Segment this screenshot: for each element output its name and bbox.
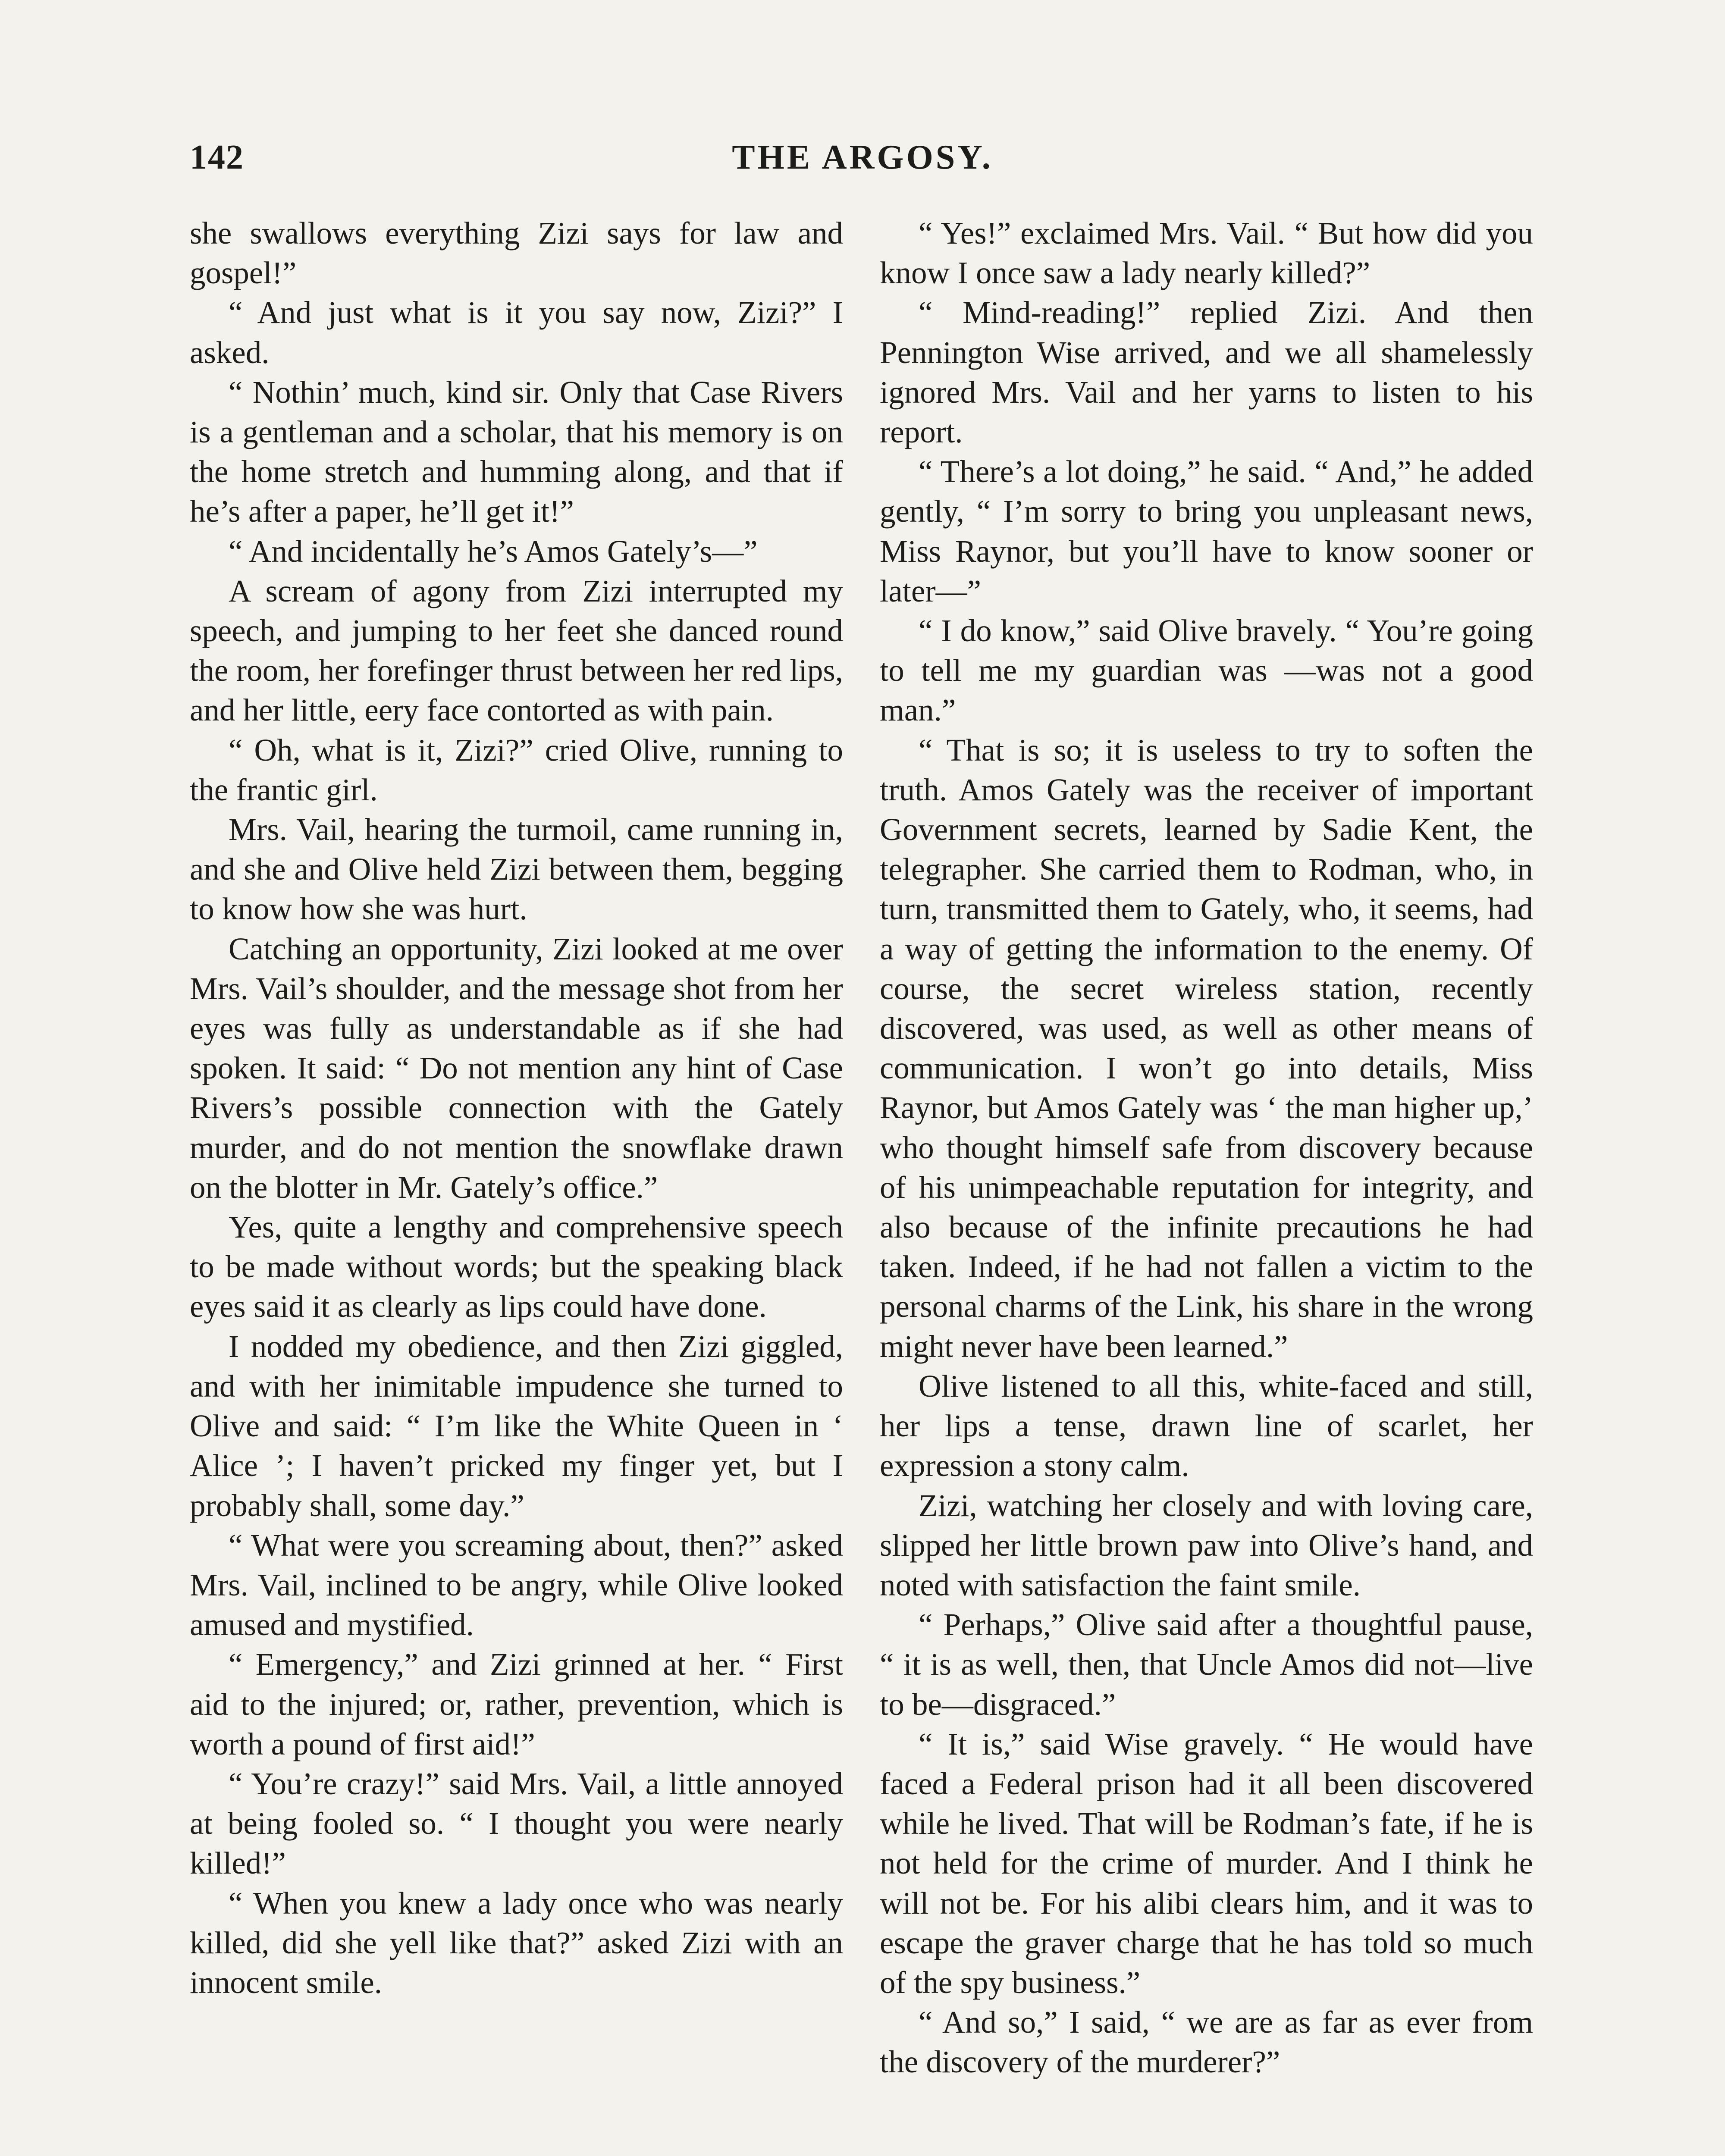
paragraph: “ It is,” said Wise gravely. “ He would have faced a Federal prison had it all been discovered while he lived. That will be Rodman’s fate, if he is not held for the crime of murder. And I think he will not be. For his alibi clears him, and it was to escape the graver charge that he has told so much of the spy business.” <box>880 1726 1533 2000</box>
paragraph: Yes, quite a lengthy and comprehensive speech to be made without words; but the speaking black eyes said it as clearly as lips could have done. <box>190 1210 843 1324</box>
paragraph: “ That is so; it is useless to try to soften the truth. Amos Gately was the receiver of important Government secrets, learned by Sadie Kent, the telegrapher. She carried them to Rodman, who, in turn, transmitted them to Gately, who, it seems, had a way of getting the information to the enemy. Of course, the secret wireless station, recently discovered, was used, as well as other means of communication. I won’t go into details, Miss Raynor, but Amos Gately was ‘ the man higher up,’ who thought himself safe from discovery because of his unimpeachable reputation for integrity, and also because of the infinite precautions he had taken. Indeed, if he had not fallen a victim to the personal charms of the Link, his share in the wrong might never have been learned.” <box>880 732 1533 1364</box>
paragraph: “ Oh, what is it, Zizi?” cried Olive, running to the frantic girl. <box>190 732 843 807</box>
running-title: THE ARGOSY. <box>732 138 993 176</box>
paragraph: she swallows everything Zizi says for law and gospel!” <box>190 216 843 291</box>
paragraph: “ Mind-reading!” replied Zizi. And then Pennington Wise arrived, and we all shamelessly ignored Mrs. Vail and her yarns to listen to his report. <box>880 295 1533 450</box>
paragraph: “ You’re crazy!” said Mrs. Vail, a little annoyed at being fooled so. “ I thought you were nearly killed!” <box>190 1766 843 1881</box>
paragraph: Mrs. Vail, hearing the turmoil, came running in, and she and Olive held Zizi between them, begging to know how she was hurt. <box>190 812 843 927</box>
paragraph: “ And incidentally he’s Amos Gately’s—” <box>229 533 758 569</box>
page-number: 142 <box>190 138 244 176</box>
paragraph: Catching an opportunity, Zizi looked at me over Mrs. Vail’s shoulder, and the message shot from her eyes was fully as understandable as if she had spoken. It said: “ Do not mention any hint of Case Rivers’s possible connection with the Gately murder, and do not mention the snowflake drawn on the blotter in Mr. Gately’s office.” <box>190 931 843 1205</box>
right-column <box>880 213 1533 2082</box>
paragraph: “ Perhaps,” Olive said after a thoughtful pause, “ it is as well, then, that Uncle Amos did not—live to be—disgraced.” <box>880 1607 1533 1722</box>
page-header <box>190 138 1535 185</box>
paragraph: I nodded my obedience, and then Zizi giggled, and with her inimitable impudence she turned to Olive and said: “ I’m like the White Queen in ‘ Alice ’; I haven’t pricked my finger yet, but I probably shall, some day.” <box>190 1329 843 1523</box>
paragraph: “ Nothin’ much, kind sir. Only that Case Rivers is a gentleman and a scholar, that his memory is on the home stretch and humming along, and that if he’s after a paper, he’ll get it!” <box>190 374 843 529</box>
paragraph: “ And just what is it you say now, Zizi?” I asked. <box>190 295 843 370</box>
paragraph: Zizi, watching her closely and with loving care, slipped her little brown paw into Olive’s hand, and noted with satisfaction the faint smile. <box>880 1488 1533 1602</box>
paragraph: “ Emergency,” and Zizi grinned at her. “ First aid to the injured; or, rather, prevention, which is worth a pound of first aid!” <box>190 1647 843 1761</box>
paragraph: “ Yes!” exclaimed Mrs. Vail. “ But how did you know I once saw a lady nearly killed?” <box>880 216 1533 291</box>
paragraph: “ What were you screaming about, then?” asked Mrs. Vail, inclined to be angry, while Olive looked amused and mystified. <box>190 1527 843 1642</box>
left-column <box>190 213 843 2002</box>
paragraph: “ And so,” I said, “ we are as far as ever from the discovery of the murderer?” <box>880 2005 1533 2080</box>
paragraph: “ There’s a lot doing,” he said. “ And,” he added gently, “ I’m sorry to bring you unpleasant news, Miss Raynor, but you’ll have to know sooner or later—” <box>880 454 1533 608</box>
paragraph: Olive listened to all this, white-faced and still, her lips a tense, drawn line of scarlet, her expression a stony calm. <box>880 1368 1533 1483</box>
paragraph: “ When you knew a lady once who was nearly killed, did she yell like that?” asked Zizi with an innocent smile. <box>190 1885 843 2000</box>
paragraph: “ I do know,” said Olive bravely. “ You’re going to tell me my guardian was —was not a good man.” <box>880 613 1533 728</box>
paragraph: A scream of agony from Zizi interrupted my speech, and jumping to her feet she danced round the room, her forefinger thrust between her red lips, and her little, eery face contorted as with pain. <box>190 573 843 728</box>
